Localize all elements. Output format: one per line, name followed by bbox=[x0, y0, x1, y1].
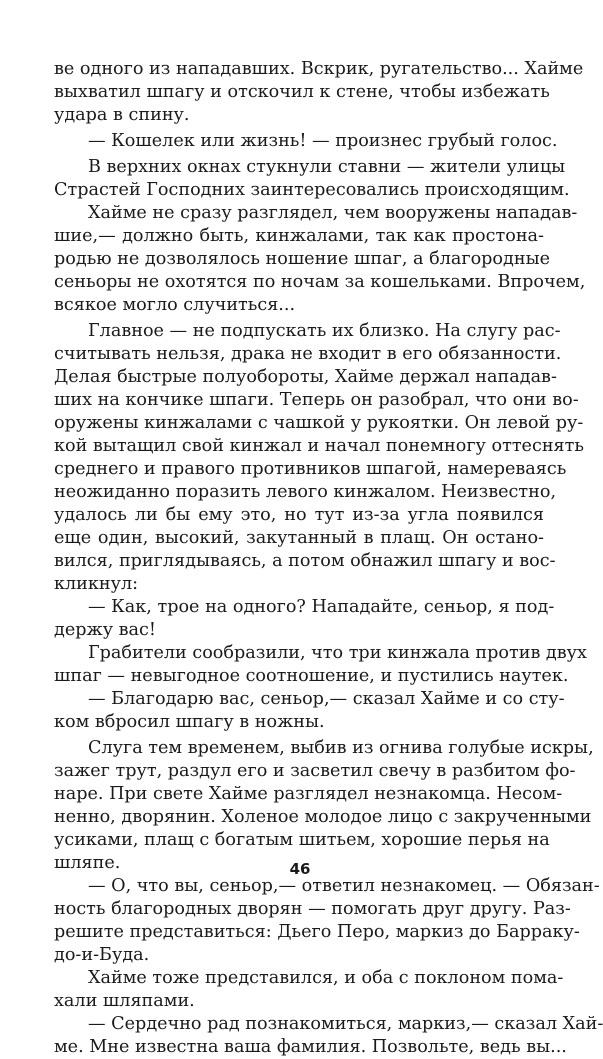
text-line: Грабители сообразили, что три кинжала против двух bbox=[88, 643, 587, 663]
paragraph bbox=[54, 967, 564, 1013]
text-line: ших на кончике шпаги. Теперь он разобрал, что они во- bbox=[54, 390, 579, 410]
text-line: В верхних окнах стукнули ставни — жители улицы bbox=[88, 157, 566, 177]
text-line: шляпе. bbox=[54, 853, 121, 873]
text-line: еще один, высокий, закутанный в плащ. Он остано- bbox=[54, 528, 544, 548]
text-line: — Как, трое на одного? Нападайте, сеньор, я под- bbox=[88, 597, 555, 617]
paragraph bbox=[54, 737, 594, 875]
text-line: Страстей Господних заинтересовались происходящим. bbox=[54, 180, 570, 200]
paragraph bbox=[54, 1013, 603, 1059]
text-line: ме. Мне известна ваша фамилия. Позвольте, ведь вы... bbox=[54, 1037, 567, 1057]
text-line: решите представиться: Дьего Перо, маркиз до Барраку- bbox=[54, 922, 580, 942]
text-line: Хайме не сразу разглядел, чем вооружены нападав- bbox=[88, 203, 578, 223]
text-line: сеньоры не охотятся по ночам за кошельками. Впрочем, bbox=[54, 272, 586, 292]
paragraph bbox=[54, 202, 586, 317]
paragraph bbox=[54, 130, 558, 153]
text-line: вился, приглядываясь, а потом обнажил шпагу и вос- bbox=[54, 551, 556, 571]
text-line: удалось ли бы ему это, но тут из-за угла появился bbox=[54, 505, 544, 525]
paragraph bbox=[54, 596, 555, 642]
page-number: 46 bbox=[289, 860, 311, 878]
text-line: выхватил шпагу и отскочил к стене, чтобы избежать bbox=[54, 82, 550, 102]
text-line: удара в спину. bbox=[54, 105, 190, 125]
text-line: Хайме тоже представился, и оба с поклоном пома- bbox=[88, 968, 564, 988]
text-line: неожиданно поразить левого кинжалом. Неизвестно, bbox=[54, 482, 557, 502]
text-line: наре. При свете Хайме разглядел незнакомца. Несом- bbox=[54, 784, 563, 804]
text-line: Слуга тем временем, выбив из огнива голубые искры, bbox=[88, 738, 594, 758]
paragraph bbox=[54, 875, 600, 967]
text-line: считывать нельзя, драка не входит в его обязанности. bbox=[54, 344, 562, 364]
page-text bbox=[54, 58, 603, 1059]
text-line: хали шляпами. bbox=[54, 991, 195, 1011]
text-line: среднего и правого противников шпагой, намереваясь bbox=[54, 459, 567, 479]
text-line: до-и-Буда. bbox=[54, 945, 150, 965]
text-line: кликнул: bbox=[54, 574, 139, 594]
text-line: родью не дозволялось ношение шпаг, а благородные bbox=[54, 249, 550, 269]
text-line: ве одного из нападавших. Вскрик, ругательство... Хайме bbox=[54, 59, 584, 79]
text-line: шие,— должно быть, кинжалами, так как простона- bbox=[54, 226, 544, 246]
paragraph bbox=[54, 320, 584, 596]
text-line: оружены кинжалами с чашкой у рукоятки. Он левой ру- bbox=[54, 413, 584, 433]
text-line: кой вытащил свой кинжал и начал понемногу оттеснять bbox=[54, 436, 584, 456]
text-line: ком вбросил шпагу в ножны. bbox=[54, 712, 325, 732]
text-line: Главное — не подпускать их близко. На слугу рас- bbox=[88, 321, 561, 341]
text-line: ненно, дворянин. Холеное молодое лицо с закрученными bbox=[54, 807, 592, 827]
text-line: — О, что вы, сеньор,— ответил незнакомец. — Обязан- bbox=[88, 876, 600, 896]
text-line: шпаг — невыгодное соотношение, и пустились наутек. bbox=[54, 666, 569, 686]
text-line: зажег трут, раздул его и засветил свечу в разбитом фо- bbox=[54, 761, 576, 781]
text-line: Делая быстрые полуобороты, Хайме держал нападав- bbox=[54, 367, 557, 387]
paragraph bbox=[54, 58, 584, 127]
paragraph bbox=[54, 688, 565, 734]
text-line: — Кошелек или жизнь! — произнес грубый голос. bbox=[88, 131, 558, 151]
paragraph bbox=[54, 642, 587, 688]
paragraph bbox=[54, 156, 570, 202]
text-line: всякое могло случиться... bbox=[54, 295, 296, 315]
text-line: держу вас! bbox=[54, 620, 156, 640]
text-line: ность благородных дворян — помогать друг другу. Раз- bbox=[54, 899, 571, 919]
text-line: усиками, плащ с богатым шитьем, хорошие перья на bbox=[54, 830, 550, 850]
text-line: — Благодарю вас, сеньор,— сказал Хайме и со сту- bbox=[88, 689, 565, 709]
text-line: — Сердечно рад познакомиться, маркиз,— сказал Хай- bbox=[88, 1014, 603, 1034]
